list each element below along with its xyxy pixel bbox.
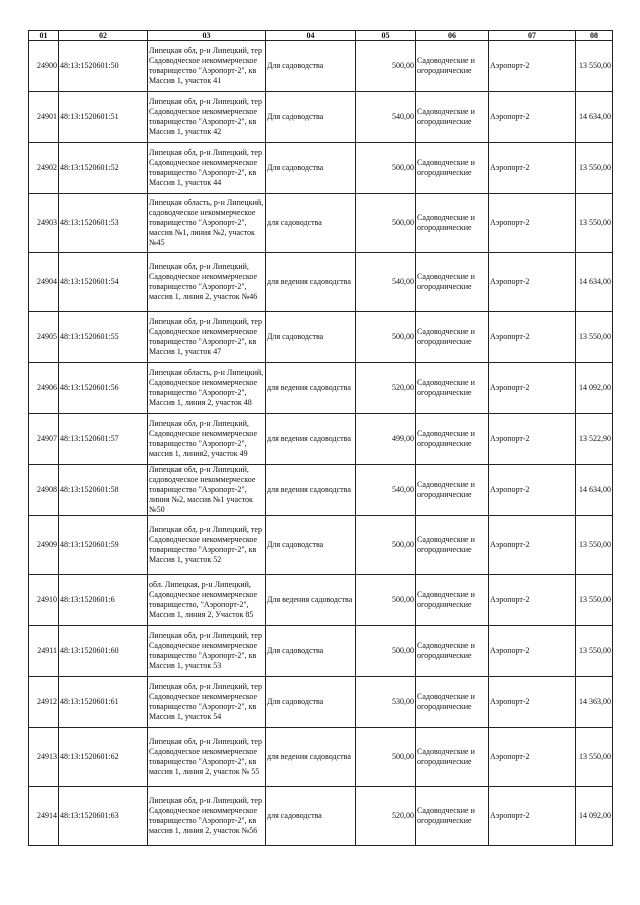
zone-cell: Аэропорт-2 bbox=[489, 92, 576, 143]
address-text: Липецкая обл, р-н Липецкий, тер Садоводческое некоммерческое товарищество "Аэропорт-2", кв Массив 1, участок 44 bbox=[149, 148, 262, 187]
table-row bbox=[29, 41, 613, 92]
address-cell bbox=[148, 516, 266, 575]
record-number-cell: 24904 bbox=[29, 253, 59, 312]
record-number-cell: 24914 bbox=[29, 787, 59, 846]
address-text: Липецкая обл, р-н Липецкий, Садоводческое некоммерческое товарищество "Аэропорт-2", массив 1, линия 2, участок №46 bbox=[149, 262, 258, 301]
cadastral-value-cell: 14 092,00 bbox=[576, 787, 613, 846]
record-number-cell: 24906 bbox=[29, 363, 59, 414]
use-category-cell: Садоводческие и огороднические bbox=[416, 516, 489, 575]
cadastral-value-cell: 13 550,00 bbox=[576, 626, 613, 677]
permitted-use-cell: для садоводства bbox=[266, 194, 356, 253]
address-text: Липецкая обл, р-н Липецкий, тер Садоводческое некоммерческое товарищество "Аэропорт-2", кв Массив 1, участок 42 bbox=[149, 97, 262, 136]
table-header bbox=[29, 31, 613, 41]
zone-cell: Аэропорт-2 bbox=[489, 516, 576, 575]
permitted-use-cell: Для садоводства bbox=[266, 677, 356, 728]
cadastral-value-cell: 14 092,00 bbox=[576, 363, 613, 414]
area-cell: 540,00 bbox=[356, 465, 416, 516]
cadastral-value-cell: 13 550,00 bbox=[576, 728, 613, 787]
cadastral-number-cell: 48:13:1520601:55 bbox=[59, 312, 148, 363]
area-cell: 540,00 bbox=[356, 92, 416, 143]
address-cell bbox=[148, 253, 266, 312]
table-row bbox=[29, 575, 613, 626]
cadastral-number-cell: 48:13:1520601:53 bbox=[59, 194, 148, 253]
table-row bbox=[29, 728, 613, 787]
address-text: Липецкая обл, р-н Липецкий, тер Садоводческое некоммерческое товарищество "Аэропорт-2", кв массив 1, линия 2, участок №56 bbox=[149, 796, 262, 835]
zone-cell: Аэропорт-2 bbox=[489, 363, 576, 414]
table-body bbox=[29, 41, 613, 846]
permitted-use-cell: для ведения садоводства bbox=[266, 728, 356, 787]
address-text: Липецкая обл, р-н Липецкий, тер Садоводческое некоммерческое товарищество "Аэропорт-2", кв Массив 1, участок 41 bbox=[149, 46, 262, 85]
table-row bbox=[29, 363, 613, 414]
table-row bbox=[29, 677, 613, 728]
area-cell: 540,00 bbox=[356, 253, 416, 312]
area-cell: 500,00 bbox=[356, 312, 416, 363]
address-cell bbox=[148, 414, 266, 465]
use-category-cell: Садоводческие и огороднические bbox=[416, 575, 489, 626]
cadastral-value-cell: 13 522,90 bbox=[576, 414, 613, 465]
table-row bbox=[29, 92, 613, 143]
zone-cell: Аэропорт-2 bbox=[489, 41, 576, 92]
address-cell bbox=[148, 41, 266, 92]
cadastral-value-cell: 14 634,00 bbox=[576, 92, 613, 143]
column-header: 05 bbox=[356, 31, 416, 41]
header-row bbox=[29, 31, 613, 41]
column-header: 06 bbox=[416, 31, 489, 41]
cadastral-value-cell: 13 550,00 bbox=[576, 575, 613, 626]
zone-cell: Аэропорт-2 bbox=[489, 253, 576, 312]
address-text: Липецкая обл, р-н Липецкий, садоводческое некоммерческое товарищество "Аэропорт-2", линия №2, массив №1 участок №50 bbox=[149, 465, 256, 514]
table-row bbox=[29, 312, 613, 363]
area-cell: 500,00 bbox=[356, 516, 416, 575]
area-cell: 530,00 bbox=[356, 677, 416, 728]
column-header: 08 bbox=[576, 31, 613, 41]
table-row bbox=[29, 253, 613, 312]
cadastral-number-cell: 48:13:1520601:63 bbox=[59, 787, 148, 846]
cadastral-number-cell: 48:13:1520601:6 bbox=[59, 575, 148, 626]
record-number-cell: 24909 bbox=[29, 516, 59, 575]
permitted-use-cell: для ведения садоводства bbox=[266, 363, 356, 414]
address-cell bbox=[148, 194, 266, 253]
permitted-use-cell: Для садоводства bbox=[266, 41, 356, 92]
cadastral-number-cell: 48:13:1520601:56 bbox=[59, 363, 148, 414]
zone-cell: Аэропорт-2 bbox=[489, 465, 576, 516]
permitted-use-cell: Для садоводства bbox=[266, 312, 356, 363]
cadastral-number-cell: 48:13:1520601:51 bbox=[59, 92, 148, 143]
cadastral-number-cell: 48:13:1520601:58 bbox=[59, 465, 148, 516]
zone-cell: Аэропорт-2 bbox=[489, 677, 576, 728]
area-cell: 500,00 bbox=[356, 194, 416, 253]
cadastral-value-cell: 14 634,00 bbox=[576, 253, 613, 312]
address-cell bbox=[148, 626, 266, 677]
cadastral-number-cell: 48:13:1520601:61 bbox=[59, 677, 148, 728]
permitted-use-cell: Для садоводства bbox=[266, 143, 356, 194]
address-cell bbox=[148, 787, 266, 846]
cadastral-number-cell: 48:13:1520601:57 bbox=[59, 414, 148, 465]
table-row bbox=[29, 465, 613, 516]
address-cell bbox=[148, 143, 266, 194]
address-cell bbox=[148, 575, 266, 626]
use-category-cell: Садоводческие и огороднические bbox=[416, 363, 489, 414]
record-number-cell: 24910 bbox=[29, 575, 59, 626]
use-category-cell: Садоводческие и огороднические bbox=[416, 728, 489, 787]
column-header: 07 bbox=[489, 31, 576, 41]
cadastral-value-cell: 14 634,00 bbox=[576, 465, 613, 516]
cadastral-value-cell: 13 550,00 bbox=[576, 516, 613, 575]
address-cell bbox=[148, 363, 266, 414]
cadastral-value-cell: 13 550,00 bbox=[576, 312, 613, 363]
address-cell bbox=[148, 677, 266, 728]
use-category-cell: Садоводческие и огороднические bbox=[416, 41, 489, 92]
record-number-cell: 24911 bbox=[29, 626, 59, 677]
record-number-cell: 24905 bbox=[29, 312, 59, 363]
use-category-cell: Садоводческие и огороднические bbox=[416, 253, 489, 312]
table-row bbox=[29, 626, 613, 677]
record-number-cell: 24907 bbox=[29, 414, 59, 465]
record-number-cell: 24903 bbox=[29, 194, 59, 253]
record-number-cell: 24912 bbox=[29, 677, 59, 728]
permitted-use-cell: для ведения садоводства bbox=[266, 414, 356, 465]
cadastral-registry-table bbox=[28, 30, 613, 846]
use-category-cell: Садоводческие и огороднические bbox=[416, 312, 489, 363]
cadastral-value-cell: 14 363,00 bbox=[576, 677, 613, 728]
address-text: Липецкая область, р-н Липецкий, садоводческое некоммерческое товарищество "Аэропорт-2", массив №1, линия №2, участок №45 bbox=[149, 198, 264, 247]
use-category-cell: Садоводческие и огороднические bbox=[416, 465, 489, 516]
address-cell bbox=[148, 92, 266, 143]
record-number-cell: 24900 bbox=[29, 41, 59, 92]
zone-cell: Аэропорт-2 bbox=[489, 787, 576, 846]
column-header: 01 bbox=[29, 31, 59, 41]
area-cell: 499,00 bbox=[356, 414, 416, 465]
area-cell: 500,00 bbox=[356, 575, 416, 626]
permitted-use-cell: Для садоводства bbox=[266, 626, 356, 677]
zone-cell: Аэропорт-2 bbox=[489, 312, 576, 363]
use-category-cell: Садоводческие и огороднические bbox=[416, 414, 489, 465]
zone-cell: Аэропорт-2 bbox=[489, 728, 576, 787]
address-text: Липецкая обл, р-н Липецкий, Садоводческое некоммерческое товарищество "Аэропорт-2", массив 1, линия2, участок 49 bbox=[149, 419, 258, 458]
column-header: 04 bbox=[266, 31, 356, 41]
use-category-cell: Садоводческие и огороднические bbox=[416, 677, 489, 728]
area-cell: 500,00 bbox=[356, 143, 416, 194]
permitted-use-cell: Для садоводства bbox=[266, 516, 356, 575]
cadastral-number-cell: 48:13:1520601:59 bbox=[59, 516, 148, 575]
permitted-use-cell: для ведения садоводства bbox=[266, 465, 356, 516]
record-number-cell: 24913 bbox=[29, 728, 59, 787]
area-cell: 500,00 bbox=[356, 728, 416, 787]
permitted-use-cell: Для садоводства bbox=[266, 92, 356, 143]
address-text: Липецкая обл, р-н Липецкий, тер Садоводческое некоммерческое товарищество "Аэропорт-2", кв Массив 1, участок 47 bbox=[149, 317, 262, 356]
use-category-cell: Садоводческие и огороднические bbox=[416, 787, 489, 846]
column-header: 03 bbox=[148, 31, 266, 41]
cadastral-value-cell: 13 550,00 bbox=[576, 194, 613, 253]
cadastral-number-cell: 48:13:1520601:52 bbox=[59, 143, 148, 194]
cadastral-number-cell: 48:13:1520601:62 bbox=[59, 728, 148, 787]
cadastral-number-cell: 48:13:1520601:54 bbox=[59, 253, 148, 312]
permitted-use-cell: Для ведения садоводства bbox=[266, 575, 356, 626]
table-row bbox=[29, 516, 613, 575]
area-cell: 520,00 bbox=[356, 787, 416, 846]
record-number-cell: 24908 bbox=[29, 465, 59, 516]
address-cell bbox=[148, 465, 266, 516]
table-row bbox=[29, 787, 613, 846]
permitted-use-cell: для ведения садоводства bbox=[266, 253, 356, 312]
table-row bbox=[29, 194, 613, 253]
address-text: обл. Липецкая, р-н Липецкий, Садоводческое некоммерческое товарищество, "Аэропорт-2", Массив 1, линия 2, Участок 85 bbox=[149, 580, 258, 619]
address-text: Липецкая обл, р-н Липецкий, тер Садоводческое некоммерческое товарищество "Аэропорт-2", кв массив 1, линия 2, участок № 55 bbox=[149, 737, 262, 776]
use-category-cell: Садоводческие и огороднические bbox=[416, 143, 489, 194]
zone-cell: Аэропорт-2 bbox=[489, 575, 576, 626]
column-header: 02 bbox=[59, 31, 148, 41]
cadastral-number-cell: 48:13:1520601:60 bbox=[59, 626, 148, 677]
record-number-cell: 24902 bbox=[29, 143, 59, 194]
table-row bbox=[29, 143, 613, 194]
zone-cell: Аэропорт-2 bbox=[489, 626, 576, 677]
address-cell bbox=[148, 312, 266, 363]
address-text: Липецкая область, р-н Липецкий, Садоводческое некоммерческое товарищество "Аэропорт-2", Массив 1, линия 2, участок 48 bbox=[149, 368, 264, 407]
permitted-use-cell: для садоводства bbox=[266, 787, 356, 846]
address-text: Липецкая обл, р-н Липецкий, тер Садоводческое некоммерческое товарищество "Аэропорт-2", кв Массив 1, участок 53 bbox=[149, 631, 262, 670]
zone-cell: Аэропорт-2 bbox=[489, 194, 576, 253]
table-row bbox=[29, 414, 613, 465]
address-text: Липецкая обл, р-н Липецкий, тер Садоводческое некоммерческое товарищество "Аэропорт-2", кв Массив 1, участок 54 bbox=[149, 682, 262, 721]
area-cell: 520,00 bbox=[356, 363, 416, 414]
cadastral-value-cell: 13 550,00 bbox=[576, 41, 613, 92]
use-category-cell: Садоводческие и огороднические bbox=[416, 626, 489, 677]
address-text: Липецкая обл, р-н Липецкий, тер Садоводческое некоммерческое товарищество "Аэропорт-2", кв Массив 1, участок 52 bbox=[149, 525, 262, 564]
cadastral-value-cell: 13 550,00 bbox=[576, 143, 613, 194]
use-category-cell: Садоводческие и огороднические bbox=[416, 194, 489, 253]
address-cell bbox=[148, 728, 266, 787]
record-number-cell: 24901 bbox=[29, 92, 59, 143]
cadastral-number-cell: 48:13:1520601:50 bbox=[59, 41, 148, 92]
use-category-cell: Садоводческие и огороднические bbox=[416, 92, 489, 143]
zone-cell: Аэропорт-2 bbox=[489, 143, 576, 194]
area-cell: 500,00 bbox=[356, 41, 416, 92]
area-cell: 500,00 bbox=[356, 626, 416, 677]
zone-cell: Аэропорт-2 bbox=[489, 414, 576, 465]
